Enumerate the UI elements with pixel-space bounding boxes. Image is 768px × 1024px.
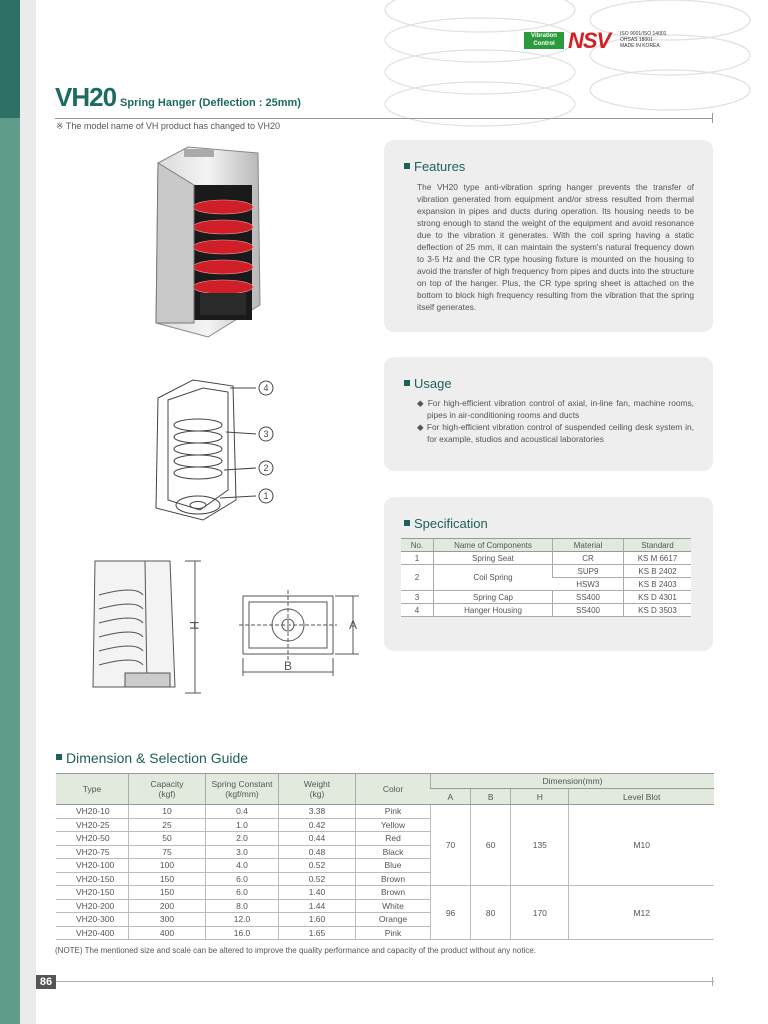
features-heading: Features: [404, 159, 465, 174]
dim-row: VH20-150 150 6.0 1.40 Brown 96 80 170 M12: [56, 886, 714, 900]
spec-col-standard: Standard: [624, 539, 692, 552]
bullet-square-icon: [404, 163, 410, 169]
dim-col-type: Type: [56, 774, 129, 805]
dim-b-label: B: [283, 659, 293, 673]
dim-row: VH20-150 150 6.0 0.52 Brown: [56, 872, 714, 886]
dim-row: VH20-50 50 2.0 0.44 Red: [56, 832, 714, 846]
specification-heading: Specification: [404, 516, 488, 531]
spring-watermark: [370, 0, 768, 135]
model-change-note: ※ The model name of VH product has changed to VH20: [56, 121, 281, 131]
usage-list: [417, 397, 694, 445]
dim-col-a: A: [431, 789, 471, 805]
features-panel: [384, 140, 713, 332]
usage-item: ◆ For high-efficient vibration control of suspended ceiling desk system in, for example, studios and acoustical laboratories: [417, 422, 694, 444]
dim-row: VH20-25 25 1.0 0.42 Yellow: [56, 818, 714, 832]
parts-diagram: [148, 370, 283, 530]
spec-row: 1 Spring Seat CR KS M 6617: [401, 552, 691, 565]
spec-row: HSW3 KS B 2403: [401, 578, 691, 591]
callout-label-2: 2: [263, 463, 269, 473]
usage-item: ◆ For high-efficient vibration control of axial, in-line fan, machine rooms, pipes in air-conditioning rooms and ducts: [417, 398, 694, 420]
dim-col-h: H: [511, 789, 569, 805]
dim-header-row: [56, 774, 714, 789]
dim-col-weight: Weight (kg): [279, 774, 356, 805]
dimension-note: (NOTE) The mentioned size and scale can be altered to improve the quality performance and capacity of the product without any notice.: [55, 946, 537, 955]
dimension-table: [56, 773, 714, 940]
dim-col-color: Color: [356, 774, 431, 805]
spec-col-no: No.: [401, 539, 434, 552]
dim-a-label: A: [348, 618, 358, 632]
model-name: VH20: [55, 82, 117, 112]
dim-row: VH20-300 300 12.0 1.60 Orange: [56, 913, 714, 927]
nsv-wordmark: NSV: [568, 28, 611, 53]
left-accent-dark: [0, 0, 20, 118]
dim-row: VH20-100 100 4.0 0.52 Blue: [56, 859, 714, 873]
usage-panel: [384, 357, 713, 471]
dim-h-label: H: [187, 621, 201, 630]
dim-col-bolt: Level Blot: [569, 789, 714, 805]
model-subtitle: Spring Hanger (Deflection : 25mm): [120, 97, 301, 109]
dim-col-capacity: Capacity (kgf): [129, 774, 206, 805]
specification-table: [401, 538, 691, 617]
certifications: ISO 9001/ISO 14001 OHSAS 18001 MADE IN KOREA: [620, 31, 667, 49]
left-accent-bar: [0, 0, 20, 1024]
page-title: [55, 82, 301, 113]
dim-col-dimension: Dimension(mm): [431, 774, 715, 789]
spec-row: 2 Coil Spring SUP9 KS B 2402: [401, 565, 691, 578]
dim-row: VH20-200 200 8.0 1.44 White: [56, 899, 714, 913]
title-rule-tick: [712, 113, 713, 123]
dim-col-spring: Spring Constant (kgf/mm): [206, 774, 279, 805]
title-rule: [55, 118, 713, 119]
usage-heading: Usage: [404, 376, 452, 391]
top-view-drawing: [235, 588, 365, 683]
spec-header-row: [401, 539, 691, 552]
footer-rule-tick: [712, 977, 713, 986]
dimension-heading: Dimension & Selection Guide: [56, 750, 248, 766]
spec-row: 4 Hanger Housing SS400 KS D 3503: [401, 604, 691, 617]
dim-col-b: B: [471, 789, 511, 805]
callout-label-1: 1: [263, 491, 269, 501]
dim-row: VH20-400 400 16.0 1.65 Pink: [56, 926, 714, 940]
vibration-control-badge: Vibration Control: [524, 32, 564, 49]
callout-label-3: 3: [263, 429, 269, 439]
product-photo: [148, 145, 283, 340]
dim-row: VH20-75 75 3.0 0.48 Black: [56, 845, 714, 859]
callout-label-4: 4: [263, 383, 269, 393]
spec-col-name: Name of Components: [434, 539, 553, 552]
specification-panel: [384, 497, 713, 651]
footer-rule: [56, 981, 714, 982]
features-text: The VH20 type anti-vibration spring hanger prevents the transfer of vibration generated from equipment and/or stress resulted from thermal expansion in pipes and ducts during operation. Its housing needs to be strong enough to stand the weight of the equipment and avoid resonance due to the vibration it generates. With the coil spring having a static deflection of 25 mm, it can maintain the system's natural frequency down to 3-5 Hz and the CR type housing fixture is mounted on the housing to avoid the transfer of high frequency from pipes and ducts into the structure on top of the hanger. Plus, the CR type spring sheet is attached on the bottom to block high frequency resulting from the vibration that the spring itself generates.: [417, 182, 694, 312]
bullet-square-icon: [404, 520, 410, 526]
spec-row: 3 Spring Cap SS400 KS D 4301: [401, 591, 691, 604]
section-drawing: [85, 555, 210, 700]
spec-col-material: Material: [553, 539, 624, 552]
left-accent-light: [20, 0, 36, 1024]
bullet-square-icon: [56, 754, 62, 760]
bullet-square-icon: [404, 380, 410, 386]
page-number: 86: [36, 975, 56, 989]
dim-row: VH20-10 10 0.4 3.38 Pink 70 60 135 M10: [56, 805, 714, 819]
